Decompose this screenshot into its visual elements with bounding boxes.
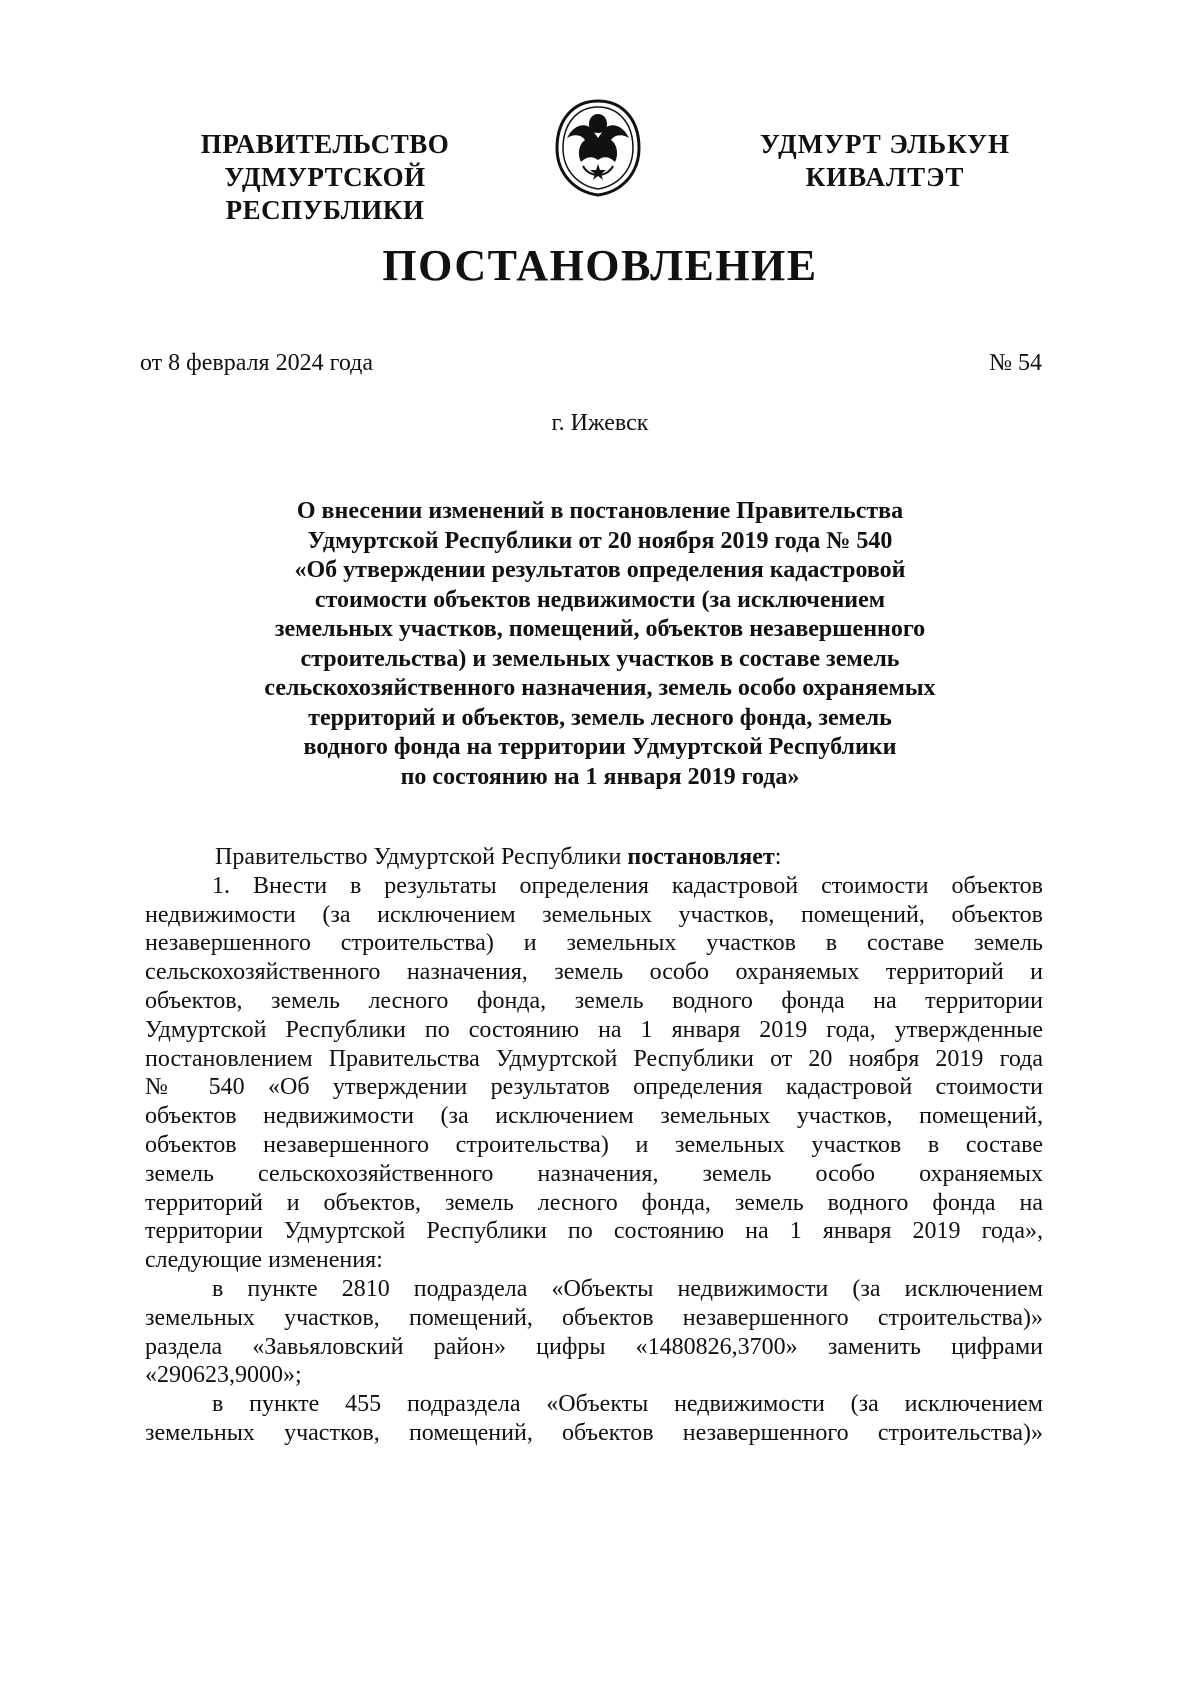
paragraph-line: постановлением Правительства Удмуртской Республики от 20 ноября 2019 года: [145, 1045, 1043, 1072]
government-name-russian: [125, 128, 525, 227]
subject-line: водного фонда на территории Удмуртской Республики: [303, 734, 897, 760]
paragraph-line: «290623,9000»;: [145, 1362, 302, 1389]
paragraph-line: № 540 «Об утверждении результатов определения кадастровой стоимости: [145, 1074, 1043, 1101]
udmurt-coat-of-arms-icon: [553, 98, 643, 198]
intro-bold-verb: постановляет: [627, 844, 775, 870]
subject-line: по состоянию на 1 января 2019 года»: [400, 763, 800, 790]
paragraph-line: земельных участков, помещений, объектов незавершенного строительства)»: [145, 1304, 1043, 1331]
subject-line: земельных участков, помещений, объектов незавершенного: [274, 616, 926, 642]
document-number: № 54: [989, 350, 1042, 376]
document-type-title: ПОСТАНОВЛЕНИЕ: [382, 241, 818, 290]
intro-paragraph: [145, 843, 1043, 872]
paragraph-line: сельскохозяйственного назначения, земель особо охраняемых территорий и: [145, 959, 1043, 986]
paragraph-line: объектов, земель лесного фонда, земель водного фонда на территории: [145, 987, 1043, 1014]
paragraph-line: недвижимости (за исключением земельных участков, помещений, объектов: [145, 901, 1043, 928]
document-subject: [170, 497, 1030, 792]
subject-line: О внесении изменений в постановление Правительства: [296, 498, 904, 524]
document-date: от 8 февраля 2024 года: [140, 350, 374, 376]
subject-line: «Об утверждении результатов определения кадастровой: [294, 557, 906, 583]
org-left-line-2: УДМУРТСКОЙ РЕСПУБЛИКИ: [224, 162, 426, 225]
subject-line: сельскохозяйственного назначения, земель особо охраняемых: [264, 675, 936, 701]
paragraph-line: в пункте 2810 подраздела «Объекты недвижимости (за исключением: [212, 1275, 1043, 1302]
intro-text: Правительство Удмуртской Республики: [215, 844, 628, 870]
org-right-line-2: КИВАЛТЭТ: [805, 162, 965, 192]
paragraph-line: незавершенного строительства) и земельных участков в составе земель: [145, 930, 1043, 957]
paragraph-line: Удмуртской Республики по состоянию на 1 января 2019 года, утвержденные: [145, 1016, 1043, 1043]
paragraph-line: 1. Внести в результаты определения кадастровой стоимости объектов: [212, 872, 1043, 899]
paragraph-line: территории Удмуртской Республики по состоянию на 1 января 2019 года»,: [145, 1218, 1043, 1245]
subject-line: Удмуртской Республики от 20 ноября 2019 года № 540: [307, 527, 893, 554]
paragraph-line: территорий и объектов, земель лесного фонда, земель водного фонда на: [145, 1189, 1043, 1216]
paragraph-line: земель сельскохозяйственного назначения, земель особо охраняемых: [145, 1160, 1043, 1187]
paragraph-line: в пункте 455 подраздела «Объекты недвижимости (за исключением: [212, 1391, 1043, 1418]
subject-line: строительства) и земельных участков в составе земель: [300, 645, 900, 672]
paragraph-2: [145, 1275, 1043, 1390]
subject-line: стоимости объектов недвижимости (за исключением: [314, 586, 886, 613]
document-city: г. Ижевск: [551, 410, 649, 436]
paragraph-1: [145, 872, 1043, 1275]
paragraph-line: земельных участков, помещений, объектов незавершенного строительства)»: [145, 1419, 1043, 1446]
paragraph-line: объектов незавершенного строительства) и земельных участков в составе: [145, 1131, 1043, 1158]
org-right-line-1: УДМУРТ ЭЛЬКУН: [760, 129, 1010, 159]
paragraph-3: [145, 1390, 1043, 1448]
paragraph-line: следующие изменения:: [145, 1247, 383, 1274]
paragraph-line: раздела «Завьяловский район» цифры «1480826,3700» заменить цифрами: [145, 1333, 1043, 1360]
org-left-line-1: ПРАВИТЕЛЬСТВО: [200, 129, 450, 159]
government-name-udmurt: [735, 128, 1035, 194]
subject-line: территорий и объектов, земель лесного фонда, земель: [308, 704, 892, 731]
paragraph-line: объектов недвижимости (за исключением земельных участков, помещений,: [145, 1103, 1043, 1130]
document-body: [145, 843, 1043, 1448]
intro-colon: :: [774, 844, 782, 870]
